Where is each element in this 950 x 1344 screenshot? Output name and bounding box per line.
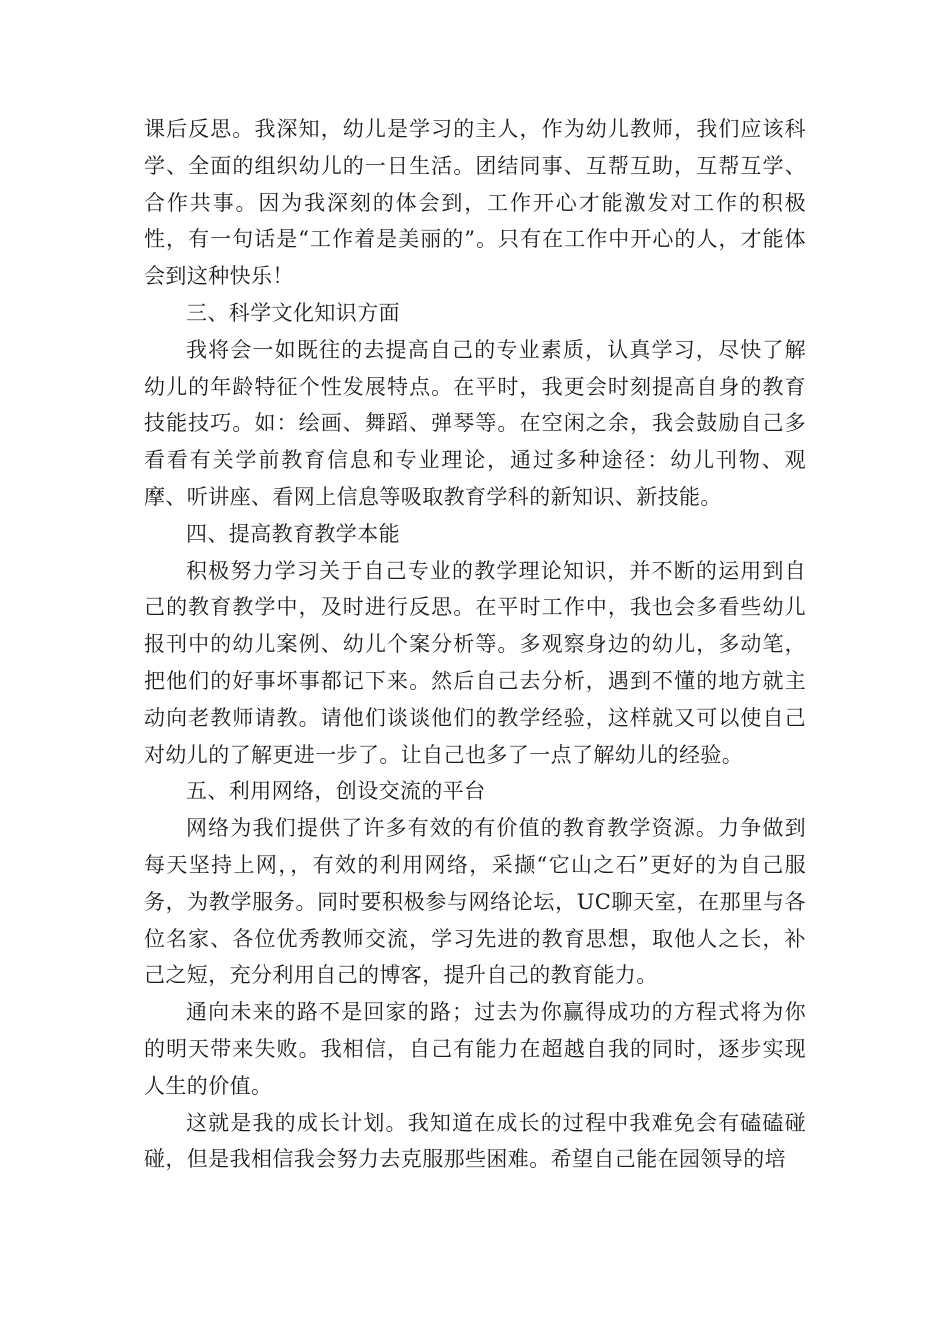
paragraph-network-platform: 网络为我们提供了许多有效的有价值的教育教学资源。力争做到每天坚持上网，，有效的利用网络，采撷“它山之石”更好的为自己服务，为教学服务。同时要积极参与网络论坛，UC聊天室，在那里与各位名家、各位优秀教师交流，学习先进的教育思想，取他人之长，补己之短，充分利用自己的博客，提升自己的教育能力。 <box>144 816 806 988</box>
paragraph-science-knowledge: 我将会一如既往的去提高自己的专业素质，认真学习，尽快了解幼儿的年龄特征个性发展特点。在平时，我更会时刻提高自身的教育技能技巧。如：绘画、舞蹈、弹琴等。在空闲之余，我会鼓励自己多看看有关学前教育信息和专业理论，通过多种途径：幼儿刊物、观摩、听讲座、看网上信息等吸取教育学科的新知识、新技能。 <box>144 337 806 509</box>
paragraph-continuation: 课后反思。我深知，幼儿是学习的主人，作为幼儿教师，我们应该科学、全面的组织幼儿的一日生活。团结同事、互帮互助，互帮互学、合作共事。因为我深刻的体会到，工作开心才能激发对工作的积极性，有一句话是“工作着是美丽的”。只有在工作中开心的人，才能体会到这种快乐！ <box>144 117 806 289</box>
section-heading-science-knowledge: 三、科学文化知识方面 <box>186 300 400 325</box>
section-heading-network-platform: 五、利用网络，创设交流的平台 <box>186 779 486 804</box>
paragraph-growth-plan: 这就是我的成长计划。我知道在成长的过程中我难免会有磕磕碰碰，但是我相信我会努力去克服那些困难。希望自己能在园领导的培 <box>144 1110 806 1172</box>
paragraph-future-road: 通向未来的路不是回家的路；过去为你赢得成功的方程式将为你的明天带来失败。我相信，自己有能力在超越自我的同时，逐步实现人生的价值。 <box>144 1000 806 1098</box>
paragraph-teaching-ability: 积极努力学习关于自己专业的教学理论知识，并不断的运用到自己的教育教学中，及时进行反思。在平时工作中，我也会多看些幼儿报刊中的幼儿案例、幼儿个案分析等。多观察身边的幼儿，多动笔，把他们的好事坏事都记下来。然后自己去分析，遇到不懂的地方就主动向老教师请教。请他们谈谈他们的教学经验，这样就又可以使自己对幼儿的了解更进一步了。让自己也多了一点了解幼儿的经验。 <box>144 558 806 767</box>
section-heading-teaching-ability: 四、提高教育教学本能 <box>186 521 400 546</box>
